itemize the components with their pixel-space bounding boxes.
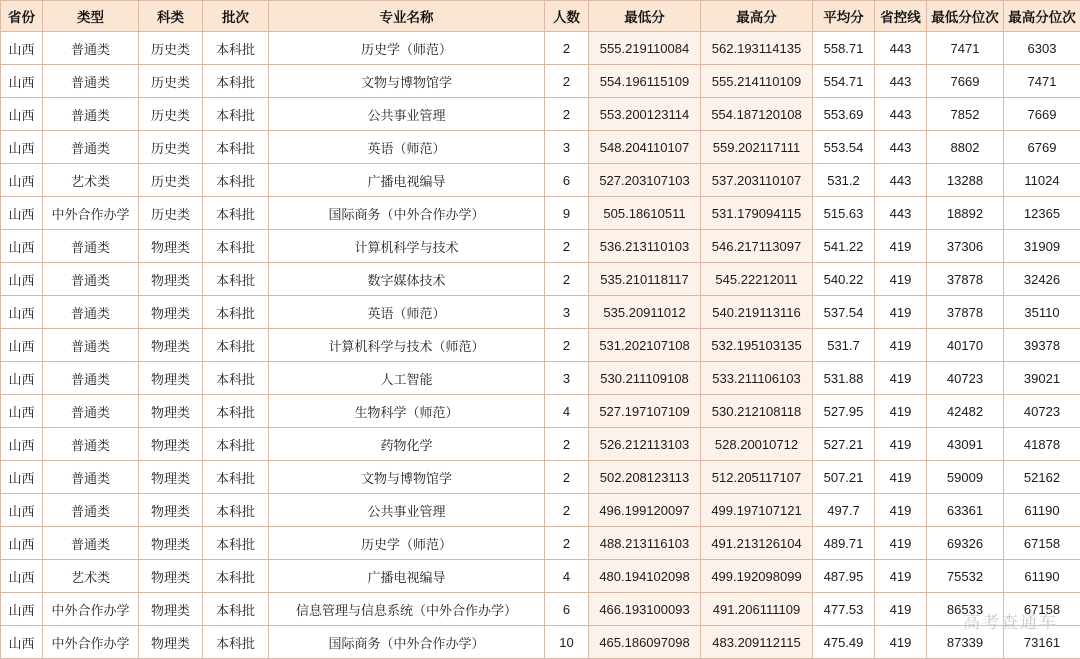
cell-subject: 物理类 [139,428,203,461]
cell-type: 普通类 [43,461,139,494]
cell-batch: 本科批 [203,197,269,230]
cell-min-score: 526.212113103 [589,428,701,461]
cell-max-score: 499.192098099 [701,560,813,593]
cell-control-line: 419 [875,395,927,428]
cell-max-score: 499.197107121 [701,494,813,527]
column-header-major: 专业名称 [269,1,545,32]
cell-type: 普通类 [43,32,139,65]
cell-max-rank: 67158 [1004,593,1080,626]
cell-average-score: 541.22 [813,230,875,263]
cell-province: 山西 [1,230,43,263]
cell-batch: 本科批 [203,296,269,329]
cell-average-score: 531.7 [813,329,875,362]
cell-province: 山西 [1,65,43,98]
cell-major: 计算机科学与技术（师范） [269,329,545,362]
cell-min-score: 480.194102098 [589,560,701,593]
cell-major: 公共事业管理 [269,494,545,527]
cell-min-rank: 63361 [927,494,1004,527]
cell-type: 中外合作办学 [43,593,139,626]
cell-subject: 物理类 [139,461,203,494]
cell-min-rank: 13288 [927,164,1004,197]
cell-major: 人工智能 [269,362,545,395]
cell-count: 3 [545,362,589,395]
cell-type: 普通类 [43,230,139,263]
cell-count: 2 [545,65,589,98]
cell-batch: 本科批 [203,65,269,98]
table-row [1,494,1080,527]
cell-major: 英语（师范） [269,131,545,164]
cell-province: 山西 [1,560,43,593]
cell-max-score: 533.211106103 [701,362,813,395]
cell-type: 普通类 [43,131,139,164]
cell-control-line: 443 [875,65,927,98]
cell-max-rank: 11024 [1004,164,1080,197]
cell-province: 山西 [1,461,43,494]
cell-max-rank: 61190 [1004,560,1080,593]
cell-batch: 本科批 [203,395,269,428]
cell-type: 艺术类 [43,560,139,593]
cell-type: 普通类 [43,329,139,362]
cell-subject: 物理类 [139,494,203,527]
cell-major: 国际商务（中外合作办学） [269,626,545,659]
cell-min-rank: 75532 [927,560,1004,593]
cell-max-rank: 39378 [1004,329,1080,362]
cell-average-score: 489.71 [813,527,875,560]
column-header-max-score: 最高分 [701,1,813,32]
table-row [1,626,1080,659]
column-header-batch: 批次 [203,1,269,32]
cell-min-score: 553.200123114 [589,98,701,131]
cell-province: 山西 [1,395,43,428]
column-header-max-rank: 最高分位次 [1004,1,1080,32]
cell-count: 2 [545,527,589,560]
cell-min-rank: 8802 [927,131,1004,164]
table-row [1,131,1080,164]
cell-max-rank: 61190 [1004,494,1080,527]
cell-max-score: 537.203110107 [701,164,813,197]
table-row [1,593,1080,626]
cell-average-score: 515.63 [813,197,875,230]
cell-control-line: 419 [875,626,927,659]
cell-average-score: 540.22 [813,263,875,296]
cell-min-score: 527.197107109 [589,395,701,428]
table-row [1,230,1080,263]
cell-average-score: 553.69 [813,98,875,131]
cell-major: 历史学（师范） [269,527,545,560]
cell-min-score: 555.219110084 [589,32,701,65]
cell-count: 2 [545,98,589,131]
cell-min-rank: 87339 [927,626,1004,659]
cell-control-line: 443 [875,197,927,230]
cell-min-score: 496.199120097 [589,494,701,527]
table-row [1,296,1080,329]
cell-batch: 本科批 [203,428,269,461]
cell-min-rank: 37878 [927,296,1004,329]
cell-province: 山西 [1,131,43,164]
cell-type: 普通类 [43,395,139,428]
cell-subject: 历史类 [139,197,203,230]
cell-batch: 本科批 [203,32,269,65]
cell-min-rank: 37878 [927,263,1004,296]
cell-min-rank: 18892 [927,197,1004,230]
cell-max-score: 546.217113097 [701,230,813,263]
cell-max-score: 531.179094115 [701,197,813,230]
cell-subject: 物理类 [139,329,203,362]
cell-control-line: 443 [875,164,927,197]
cell-max-score: 530.212108118 [701,395,813,428]
cell-subject: 物理类 [139,593,203,626]
cell-subject: 物理类 [139,296,203,329]
cell-control-line: 419 [875,230,927,263]
cell-province: 山西 [1,263,43,296]
cell-type: 艺术类 [43,164,139,197]
table-row [1,65,1080,98]
cell-max-rank: 67158 [1004,527,1080,560]
cell-max-score: 491.213126104 [701,527,813,560]
cell-province: 山西 [1,527,43,560]
column-header-province: 省份 [1,1,43,32]
cell-control-line: 419 [875,494,927,527]
cell-count: 6 [545,593,589,626]
cell-average-score: 475.49 [813,626,875,659]
table-row [1,98,1080,131]
cell-batch: 本科批 [203,131,269,164]
cell-max-score: 512.205117107 [701,461,813,494]
cell-max-score: 528.20010712 [701,428,813,461]
cell-province: 山西 [1,98,43,131]
cell-subject: 物理类 [139,626,203,659]
cell-average-score: 497.7 [813,494,875,527]
cell-type: 普通类 [43,428,139,461]
cell-max-rank: 6303 [1004,32,1080,65]
cell-type: 普通类 [43,527,139,560]
cell-min-rank: 37306 [927,230,1004,263]
cell-min-rank: 42482 [927,395,1004,428]
cell-subject: 物理类 [139,527,203,560]
cell-min-score: 527.203107103 [589,164,701,197]
cell-count: 4 [545,560,589,593]
cell-subject: 物理类 [139,263,203,296]
column-header-min-score: 最低分 [589,1,701,32]
cell-subject: 物理类 [139,362,203,395]
cell-province: 山西 [1,428,43,461]
cell-max-score: 491.206111109 [701,593,813,626]
cell-batch: 本科批 [203,527,269,560]
cell-average-score: 558.71 [813,32,875,65]
cell-average-score: 531.2 [813,164,875,197]
cell-average-score: 527.21 [813,428,875,461]
cell-min-score: 535.20911012 [589,296,701,329]
cell-province: 山西 [1,362,43,395]
cell-major: 数字媒体技术 [269,263,545,296]
table-row [1,428,1080,461]
table-row [1,197,1080,230]
cell-max-rank: 39021 [1004,362,1080,395]
cell-average-score: 487.95 [813,560,875,593]
cell-major: 国际商务（中外合作办学） [269,197,545,230]
cell-major: 广播电视编导 [269,560,545,593]
cell-min-score: 531.202107108 [589,329,701,362]
cell-control-line: 419 [875,362,927,395]
table-row [1,461,1080,494]
cell-min-rank: 59009 [927,461,1004,494]
cell-max-score: 555.214110109 [701,65,813,98]
column-header-count: 人数 [545,1,589,32]
cell-batch: 本科批 [203,494,269,527]
table-row [1,527,1080,560]
cell-control-line: 419 [875,461,927,494]
cell-max-rank: 31909 [1004,230,1080,263]
cell-type: 普通类 [43,362,139,395]
cell-type: 中外合作办学 [43,626,139,659]
cell-batch: 本科批 [203,560,269,593]
cell-max-rank: 52162 [1004,461,1080,494]
table-row [1,164,1080,197]
cell-min-rank: 40723 [927,362,1004,395]
cell-control-line: 443 [875,131,927,164]
cell-control-line: 419 [875,593,927,626]
cell-type: 普通类 [43,98,139,131]
cell-max-rank: 12365 [1004,197,1080,230]
cell-min-score: 466.193100093 [589,593,701,626]
cell-max-score: 559.202117111 [701,131,813,164]
cell-control-line: 419 [875,296,927,329]
column-header-type: 类型 [43,1,139,32]
cell-min-score: 548.204110107 [589,131,701,164]
cell-max-score: 562.193114135 [701,32,813,65]
column-header-control-line: 省控线 [875,1,927,32]
table-header-row [1,1,1080,32]
cell-major: 信息管理与信息系统（中外合作办学） [269,593,545,626]
table-row [1,263,1080,296]
cell-average-score: 477.53 [813,593,875,626]
cell-count: 2 [545,461,589,494]
cell-average-score: 531.88 [813,362,875,395]
cell-min-rank: 7669 [927,65,1004,98]
cell-max-score: 545.22212011 [701,263,813,296]
cell-batch: 本科批 [203,593,269,626]
cell-batch: 本科批 [203,362,269,395]
cell-min-score: 536.213110103 [589,230,701,263]
cell-batch: 本科批 [203,461,269,494]
cell-max-rank: 73161 [1004,626,1080,659]
table-row [1,329,1080,362]
cell-min-rank: 7471 [927,32,1004,65]
cell-min-score: 488.213116103 [589,527,701,560]
cell-subject: 物理类 [139,560,203,593]
cell-major: 计算机科学与技术 [269,230,545,263]
cell-count: 2 [545,32,589,65]
cell-max-score: 540.219113116 [701,296,813,329]
cell-min-score: 530.211109108 [589,362,701,395]
column-header-min-rank: 最低分位次 [927,1,1004,32]
cell-major: 公共事业管理 [269,98,545,131]
cell-average-score: 537.54 [813,296,875,329]
cell-control-line: 419 [875,560,927,593]
table-row [1,32,1080,65]
cell-max-rank: 32426 [1004,263,1080,296]
column-header-subject: 科类 [139,1,203,32]
cell-count: 4 [545,395,589,428]
cell-min-rank: 69326 [927,527,1004,560]
cell-major: 英语（师范） [269,296,545,329]
cell-count: 3 [545,296,589,329]
cell-max-rank: 6769 [1004,131,1080,164]
cell-max-rank: 35110 [1004,296,1080,329]
cell-type: 普通类 [43,263,139,296]
cell-min-rank: 7852 [927,98,1004,131]
cell-province: 山西 [1,296,43,329]
cell-major: 广播电视编导 [269,164,545,197]
cell-subject: 历史类 [139,65,203,98]
cell-subject: 物理类 [139,395,203,428]
cell-max-score: 483.209112115 [701,626,813,659]
cell-min-rank: 40170 [927,329,1004,362]
cell-average-score: 507.21 [813,461,875,494]
cell-count: 2 [545,230,589,263]
cell-max-rank: 41878 [1004,428,1080,461]
cell-control-line: 443 [875,98,927,131]
cell-batch: 本科批 [203,230,269,263]
cell-min-score: 502.208123113 [589,461,701,494]
cell-major: 文物与博物馆学 [269,65,545,98]
cell-subject: 历史类 [139,131,203,164]
cell-count: 6 [545,164,589,197]
cell-max-rank: 7669 [1004,98,1080,131]
table-row [1,560,1080,593]
cell-province: 山西 [1,32,43,65]
cell-control-line: 419 [875,263,927,296]
cell-count: 2 [545,494,589,527]
cell-batch: 本科批 [203,98,269,131]
cell-count: 2 [545,428,589,461]
cell-min-score: 505.18610511 [589,197,701,230]
cell-major: 历史学（师范） [269,32,545,65]
cell-max-rank: 40723 [1004,395,1080,428]
cell-min-score: 465.186097098 [589,626,701,659]
cell-subject: 历史类 [139,32,203,65]
cell-min-rank: 43091 [927,428,1004,461]
column-header-average-score: 平均分 [813,1,875,32]
cell-average-score: 527.95 [813,395,875,428]
cell-major: 药物化学 [269,428,545,461]
cell-province: 山西 [1,329,43,362]
cell-batch: 本科批 [203,263,269,296]
cell-subject: 历史类 [139,98,203,131]
cell-min-rank: 86533 [927,593,1004,626]
cell-max-score: 554.187120108 [701,98,813,131]
cell-type: 普通类 [43,65,139,98]
cell-count: 2 [545,329,589,362]
cell-control-line: 419 [875,527,927,560]
cell-province: 山西 [1,197,43,230]
cell-max-rank: 7471 [1004,65,1080,98]
cell-batch: 本科批 [203,164,269,197]
cell-type: 普通类 [43,494,139,527]
cell-min-score: 554.196115109 [589,65,701,98]
cell-batch: 本科批 [203,626,269,659]
cell-average-score: 553.54 [813,131,875,164]
cell-type: 中外合作办学 [43,197,139,230]
cell-batch: 本科批 [203,329,269,362]
cell-province: 山西 [1,626,43,659]
cell-count: 3 [545,131,589,164]
cell-control-line: 443 [875,32,927,65]
cell-type: 普通类 [43,296,139,329]
cell-average-score: 554.71 [813,65,875,98]
cell-min-score: 535.210118117 [589,263,701,296]
cell-count: 9 [545,197,589,230]
table-row [1,362,1080,395]
watermark-label: 高考查通车 [963,608,1058,633]
cell-count: 2 [545,263,589,296]
cell-count: 10 [545,626,589,659]
cell-control-line: 419 [875,329,927,362]
table-row [1,395,1080,428]
cell-major: 生物科学（师范） [269,395,545,428]
cell-control-line: 419 [875,428,927,461]
cell-province: 山西 [1,494,43,527]
cell-province: 山西 [1,164,43,197]
cell-major: 文物与博物馆学 [269,461,545,494]
cell-province: 山西 [1,593,43,626]
cell-max-score: 532.195103135 [701,329,813,362]
cell-subject: 物理类 [139,230,203,263]
cell-subject: 历史类 [139,164,203,197]
